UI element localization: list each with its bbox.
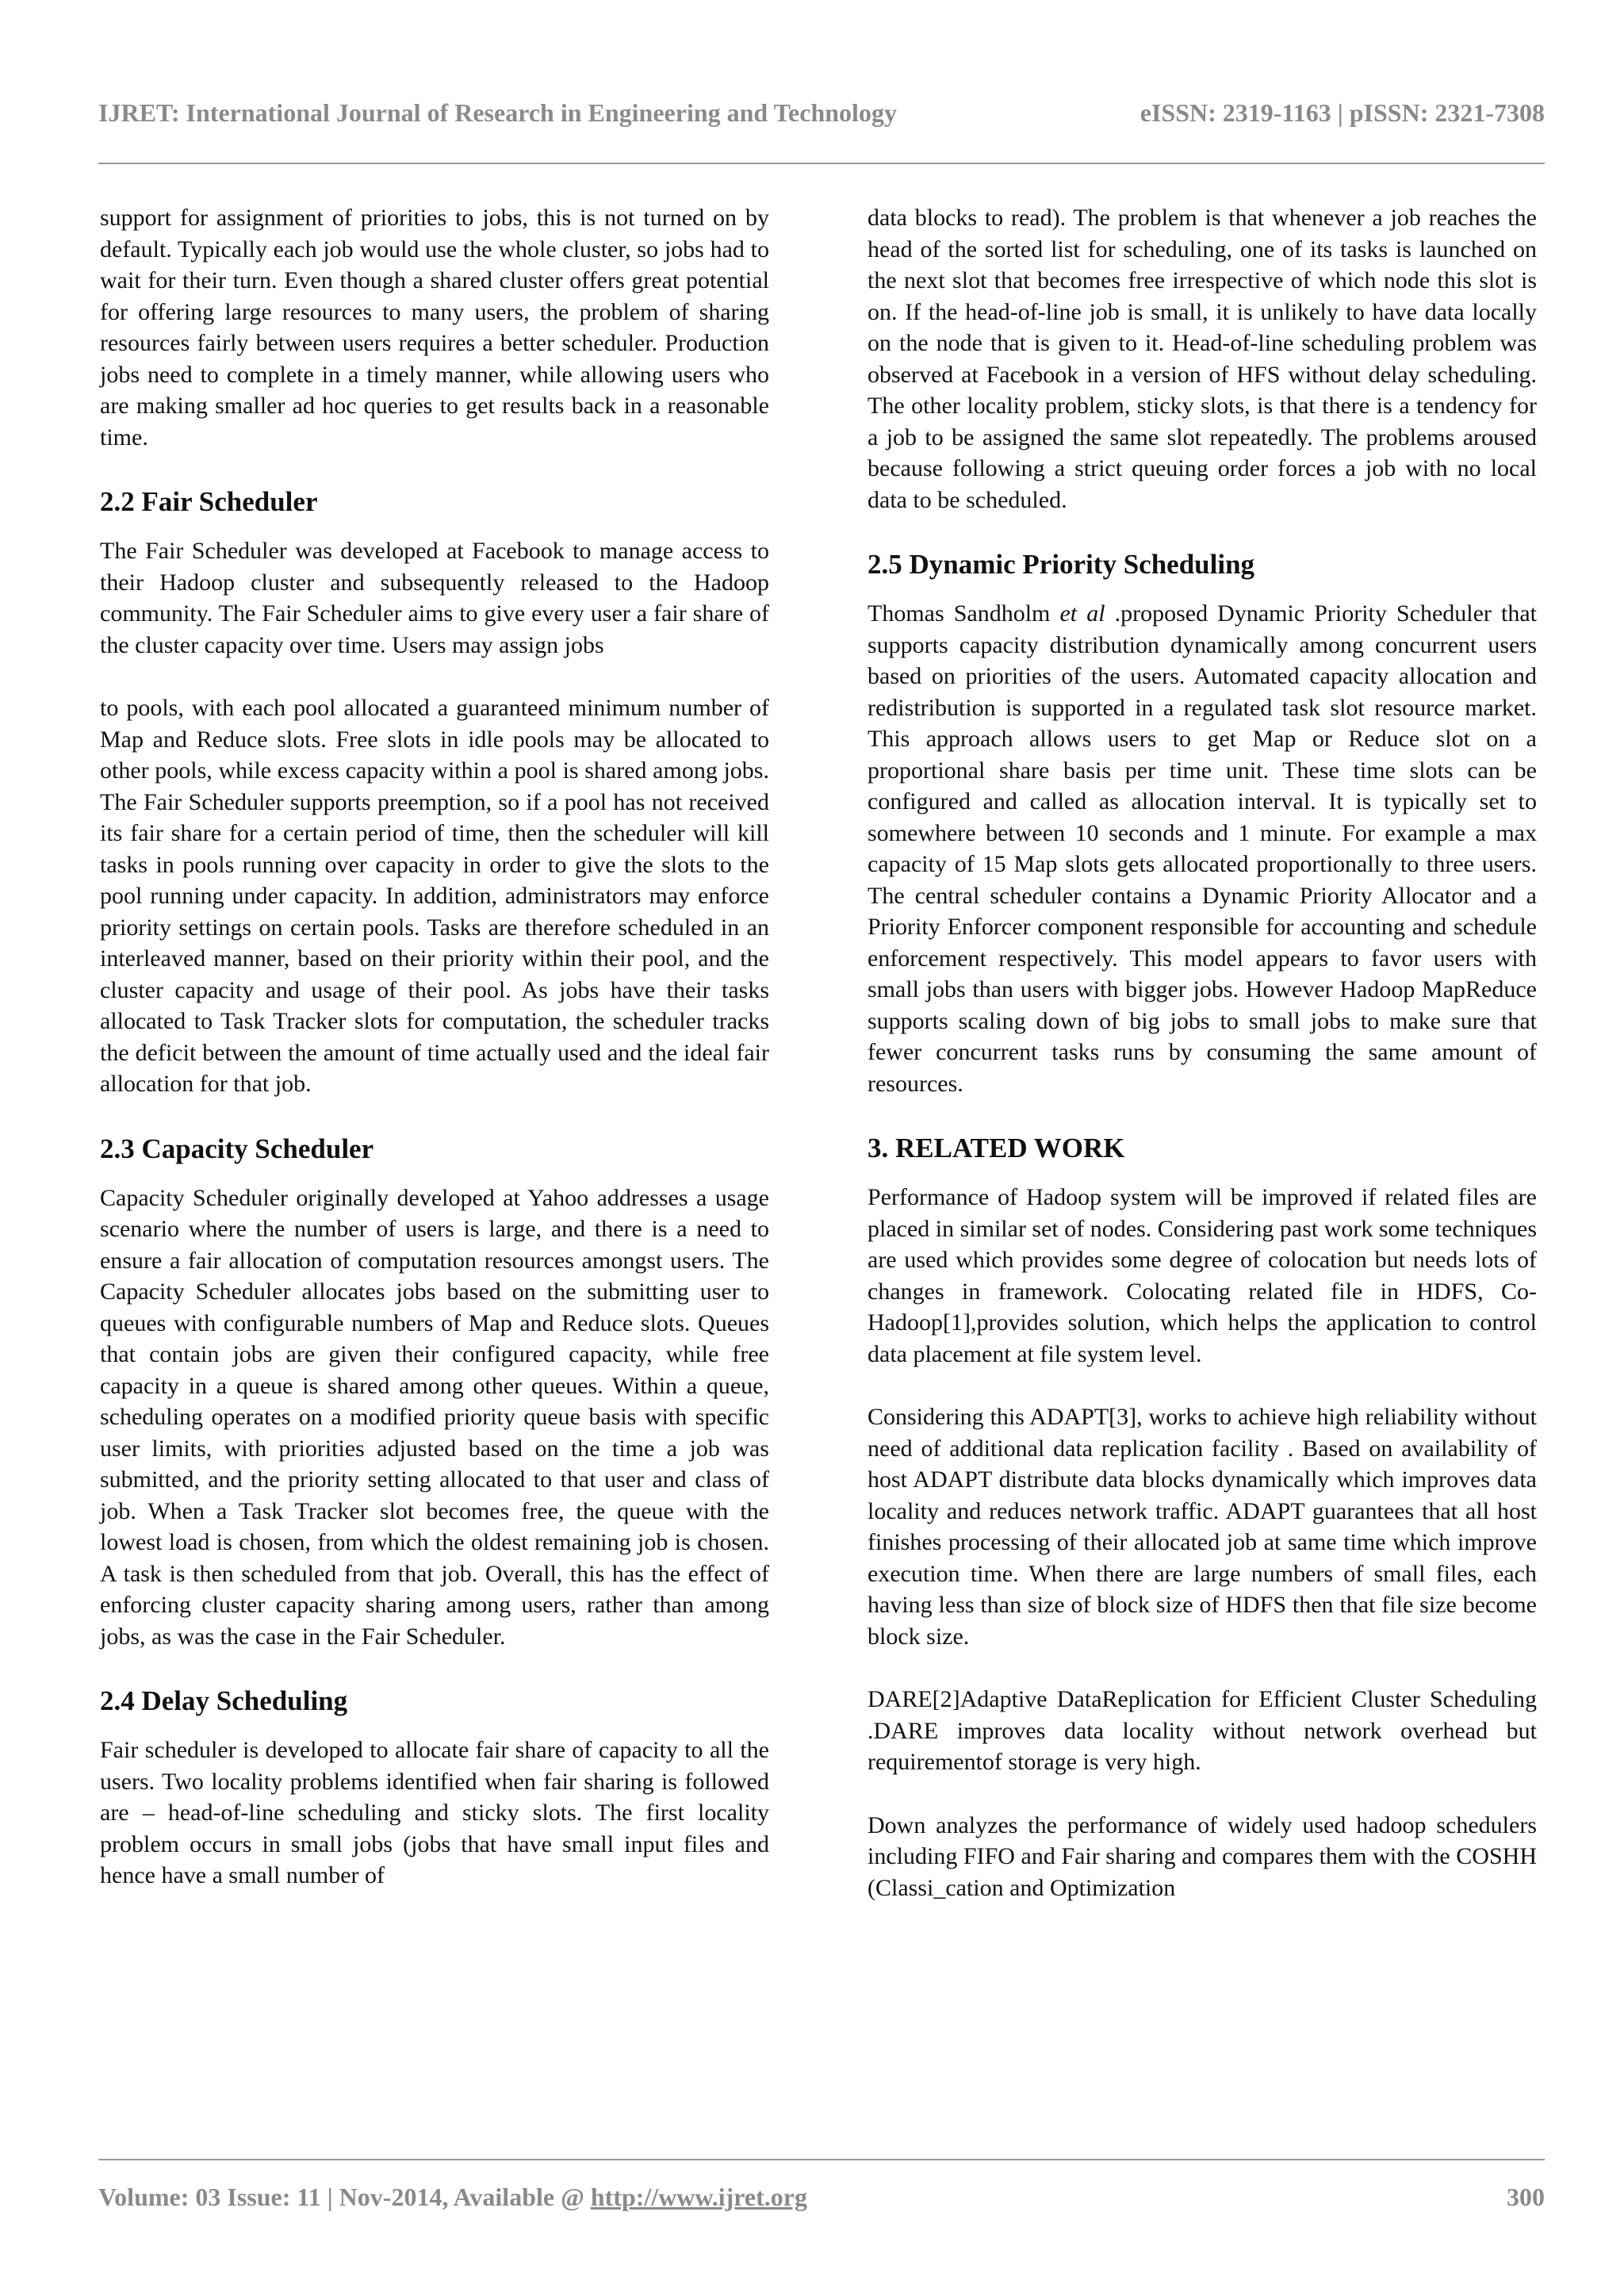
- paragraph-related-work-b: Considering this ADAPT[3], works to achieve high reliability without need of additional data replication facility . Based on availability of host ADAPT distribute data blocks dynamically which improves data locality and reduces network traffic. ADAPT guarantees that all host finishes processing of their allocated job at same time which improve execution time. When there are large numbers of small files, each having less than size of block size of HDFS then that file size become block size.: [868, 1404, 1537, 1650]
- journal-title: IJRET: International Journal of Research in Engineering and Technology: [98, 98, 897, 127]
- section-heading-2-3: 2.3 Capacity Scheduler: [100, 1133, 374, 1164]
- section-heading-3: 3. RELATED WORK: [868, 1133, 1125, 1163]
- page-header: [98, 98, 1545, 130]
- footer-rule: [98, 2159, 1545, 2160]
- section-heading-2-5: 2.5 Dynamic Priority Scheduling: [868, 549, 1255, 580]
- section-heading-2-4: 2.4 Delay Scheduling: [100, 1685, 348, 1716]
- paragraph-fair-scheduler-a: The Fair Scheduler was developed at Facebook to manage access to their Hadoop cluster and subsequently released to the Hadoop community. The Fair Scheduler aims to give every user a fair share of the cluster capacity over time. Users may assign jobs: [100, 538, 769, 658]
- paragraph-related-work-a: Performance of Hadoop system will be improved if related files are placed in similar set of nodes. Considering past work some techniques are used which provides some degree of colocation but needs lots of changes in framework. Colocating related file in HDFS, Co-Hadoop[1],provides solution, which helps the application to control data placement at file system level.: [868, 1184, 1537, 1367]
- page-footer: [98, 2183, 1545, 2214]
- page-number: 300: [1507, 2183, 1545, 2211]
- paragraph-fair-scheduler-b: to pools, with each pool allocated a guaranteed minimum number of Map and Reduce slots. Free slots in idle pools may be allocated to other pools, while excess capacity within a pool is shared among jobs. The Fair Scheduler supports preemption, so if a pool has not received its fair share for a certain period of time, then the scheduler will kill tasks in pools running over capacity in order to give the slots to the pool running under capacity. In addition, administrators may enforce priority settings on certain pools. Tasks are therefore scheduled in an interleaved manner, based on their priority within their pool, and the cluster capacity and usage of their pool. As jobs have their tasks allocated to Task Tracker slots for computation, the scheduler tracks the deficit between the amount of time actually used and the ideal fair allocation for that job.: [100, 695, 769, 1097]
- section-heading-2-2: 2.2 Fair Scheduler: [100, 486, 318, 517]
- et-al: et al: [1059, 600, 1105, 627]
- journal-link[interactable]: http://www.ijret.org: [590, 2183, 807, 2211]
- right-column: [868, 202, 1537, 1903]
- paragraph-related-work-d: Down analyzes the performance of widely used hadoop schedulers including FIFO and Fair sharing and compares them with the COSHH (Classi_cation and Optimization: [868, 1811, 1537, 1901]
- issn-line: eISSN: 2319-1163 | pISSN: 2321-7308: [1139, 98, 1545, 127]
- author-name: Thomas Sandholm: [868, 600, 1060, 627]
- paragraph-delay-continued: data blocks to read). The problem is that whenever a job reaches the head of the sorted list for scheduling, one of its tasks is launched on the next slot that becomes free irrespective of which node this slot is on. If the head-of-line job is small, it is unlikely to have data locally on the node that is given to it. Head-of-line scheduling problem was observed at Facebook in a version of HFS without delay scheduling. The other locality problem, sticky slots, is that there is a tendency for a job to be assigned the same slot repeatedly. The problems aroused because following a strict queuing order forces a job with no local data to be scheduled.: [868, 205, 1537, 513]
- paragraph-intro: support for assignment of priorities to jobs, this is not turned on by default. Typically each job would use the whole cluster, so jobs had to wait for their turn. Even though a shared cluster offers great potential for offering large resources to many users, the problem of sharing resources fairly between users requires a better scheduler. Production jobs need to complete in a timely manner, while allowing users who are making smaller ad hoc queries to get results back in a reasonable time.: [100, 205, 769, 450]
- paragraph-delay-scheduling: Fair scheduler is developed to allocate fair share of capacity to all the users. Two locality problems identified when fair sharing is followed are – head-of-line scheduling and sticky slots. The first locality problem occurs in small jobs (jobs that have small input files and hence have a small number of: [100, 1737, 769, 1888]
- paragraph-dynamic-priority-body: .proposed Dynamic Priority Scheduler that supports capacity distribution dynamically among concurrent users based on priorities of the users. Automated capacity allocation and redistribution is supported in a regulated task slot resource market. This approach allows users to get Map or Reduce slot on a proportional share basis per time unit. These time slots can be configured and called as allocation interval. It is typically set to somewhere between 10 seconds and 1 minute. For example a max capacity of 15 Map slots gets allocated proportionally to three users. The central scheduler contains a Dynamic Priority Allocator and a Priority Enforcer component responsible for accounting and schedule enforcement respectively. This model appears to favor users with small jobs than users with bigger jobs. However Hadoop MapReduce supports scaling down of big jobs to small jobs to make sure that fewer concurrent tasks runs by consuming the same amount of resources.: [868, 600, 1537, 1097]
- left-column: [100, 202, 769, 1892]
- paragraph-dynamic-priority: [868, 598, 1537, 1099]
- volume-info: [98, 2183, 807, 2212]
- volume-text: Volume: 03 Issue: 11 | Nov-2014, Available @: [98, 2183, 591, 2211]
- paragraph-capacity-scheduler: Capacity Scheduler originally developed at Yahoo addresses a usage scenario where the number of users is large, and there is a need to ensure a fair allocation of computation resources amongst users. The Capacity Scheduler allocates jobs based on the submitting user to queues with configurable numbers of Map and Reduce slots. Queues that contain jobs are given their configured capacity, while free capacity in a queue is shared among other queues. Within a queue, scheduling operates on a modified priority queue basis with specific user limits, with priorities adjusted based on the time a job was submitted, and the priority setting allocated to that user and class of job. When a Task Tracker slot becomes free, the queue with the lowest load is chosen, from which the oldest remaining job is chosen. A task is then scheduled from that job. Overall, this has the effect of enforcing cluster capacity sharing among users, rather than among jobs, as was the case in the Fair Scheduler.: [100, 1184, 769, 1650]
- paragraph-related-work-c: DARE[2]Adaptive DataReplication for Efficient Cluster Scheduling .DARE improves data locality without network overhead but requirementof storage is very high.: [868, 1686, 1537, 1775]
- header-rule: [98, 163, 1545, 164]
